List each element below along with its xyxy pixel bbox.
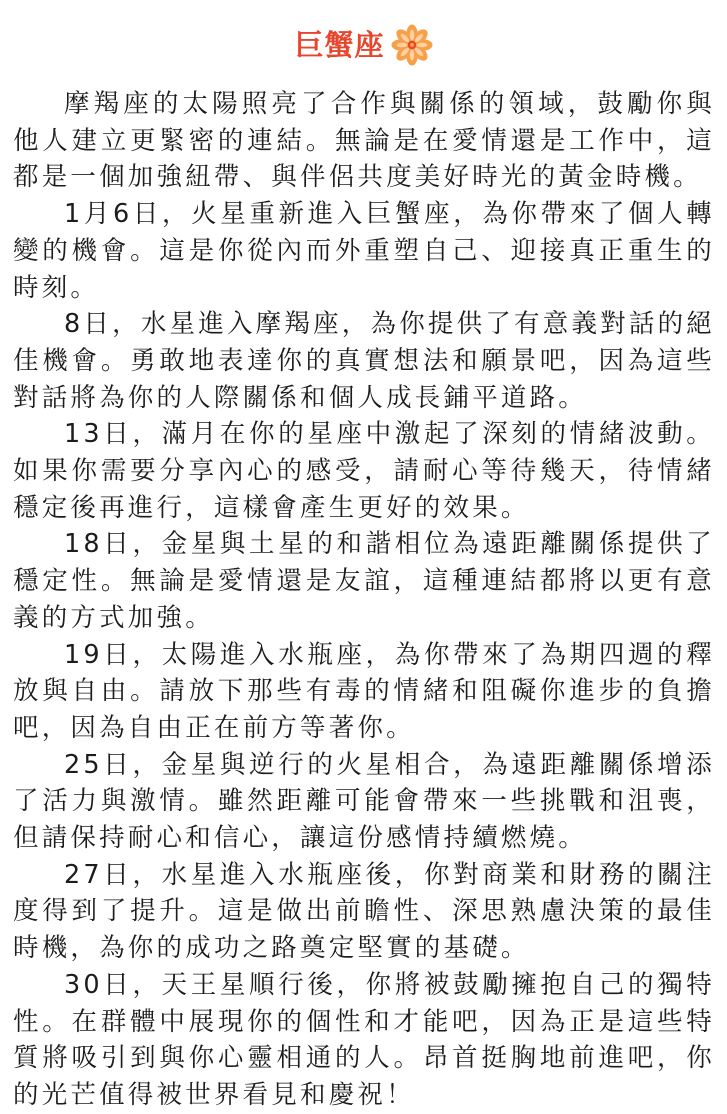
paragraph-jan-30: 30日，天王星順行後，你將被鼓勵擁抱自己的獨特性。在群體中展現你的個性和才能吧，因為正是這些特質將吸引到與你心靈相通的人。昂首挺胸地前進吧，你的光芒值得被世界看見和慶祝！: [13, 969, 715, 1110]
paragraph-jan-18: 18日，金星與土星的和諧相位為遠距離關係提供了穩定性。無論是愛情還是友誼，這種連結都將以更有意義的方式加強。: [13, 529, 715, 633]
page-title: 巨蟹座: [294, 28, 385, 62]
paragraph-intro: 摩羯座的太陽照亮了合作與關係的領域，鼓勵你與他人建立更緊密的連結。無論是在愛情還是工作中，這都是一個加強紐帶、與伴侶共度美好時光的黃金時機。: [13, 89, 715, 193]
paragraph-jan-27: 27日，水星進入水瓶座後，你對商業和財務的關注度得到了提升。這是做出前瞻性、深思熟慮決策的最佳時機，為你的成功之路奠定堅實的基礎。: [13, 859, 715, 964]
flower-icon: [391, 24, 433, 66]
horoscope-body: [13, 86, 715, 1114]
paragraph-jan-19: 19日，太陽進入水瓶座，為你帶來了為期四週的釋放與自由。請放下那些有毒的情緒和阻礙你進步的負擔吧，因為自由正在前方等著你。: [13, 639, 715, 743]
title-row: [0, 22, 727, 68]
paragraph-jan-8: 8日，水星進入摩羯座，為你提供了有意義對話的絕佳機會。勇敢地表達你的真實想法和願景吧，因為這些對話將為你的人際關係和個人成長鋪平道路。: [13, 309, 715, 413]
paragraph-jan-6: 1月6日，火星重新進入巨蟹座，為你帶來了個人轉變的機會。這是你從內而外重塑自己、迎接真正重生的時刻。: [13, 199, 715, 303]
paragraph-jan-25: 25日，金星與逆行的火星相合，為遠距離關係增添了活力與激情。雖然距離可能會帶來一些挑戰和沮喪，但請保持耐心和信心，讓這份感情持續燃燒。: [13, 749, 715, 854]
paragraph-jan-13: 13日，滿月在你的星座中激起了深刻的情緒波動。如果你需要分享內心的感受，請耐心等待幾天，待情緒穩定後再進行，這樣會產生更好的效果。: [13, 419, 715, 523]
